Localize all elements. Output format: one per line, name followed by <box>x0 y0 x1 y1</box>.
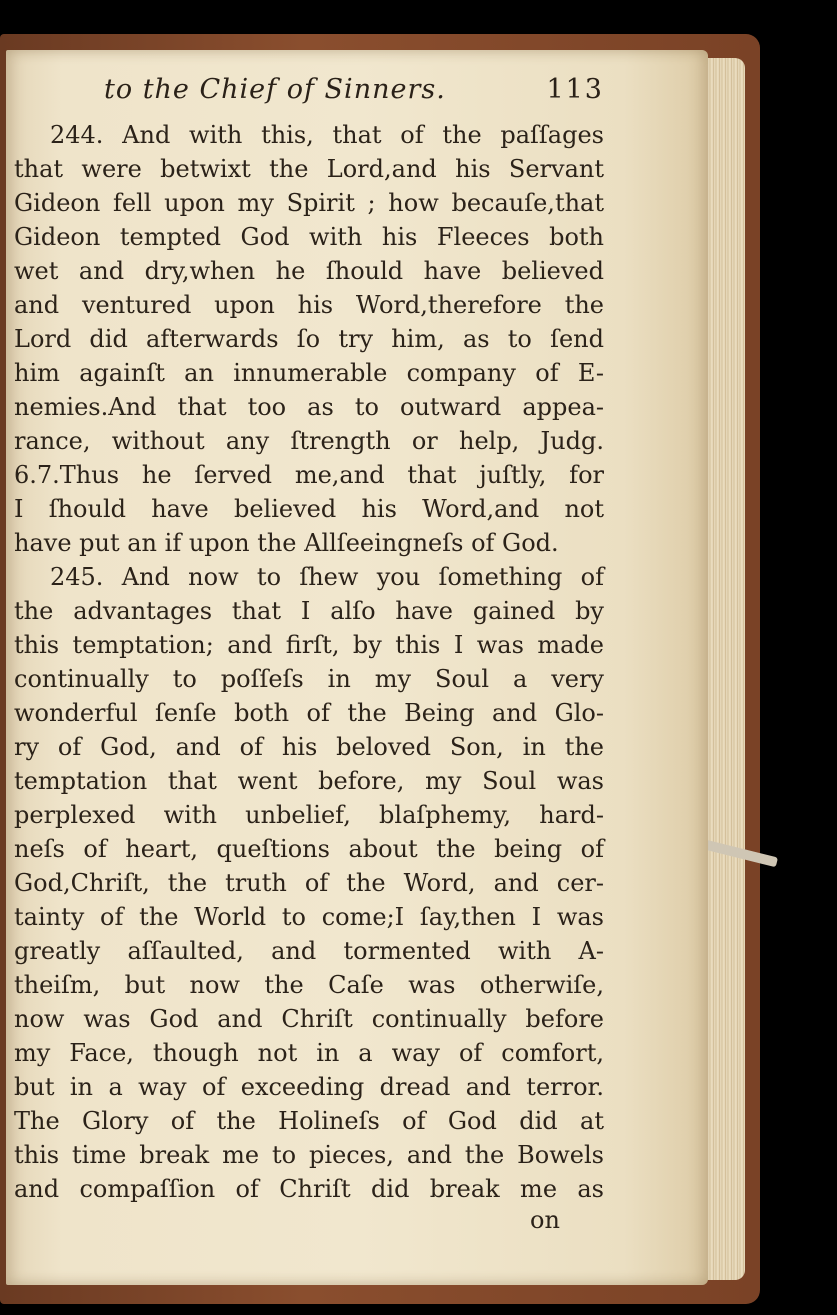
text-line: that were betwixt the Lord,and his Servant <box>14 155 604 183</box>
text-line: have put an if upon the Allſeeingneſs of God. <box>14 529 559 557</box>
text-line: theiſm, but now the Caſe was otherwiſe, <box>14 971 604 999</box>
text-line: wonderful ſenſe both of the Being and Glo- <box>14 699 604 727</box>
text-line: and compaſſion of Chriſt did break me as <box>14 1175 604 1203</box>
text-line: ry of God, and of his beloved Son, in the <box>14 733 604 761</box>
text-line: now was God and Chriſt continually before <box>14 1005 604 1033</box>
text-line: temptation that went before, my Soul was <box>14 767 604 795</box>
page-number: 113 <box>546 74 604 105</box>
text-line: nemies.And that too as to outward appea- <box>14 393 604 421</box>
text-line: him againſt an innumerable company of E- <box>14 359 604 387</box>
text-line: this temptation; and firſt, by this I was made <box>14 631 604 659</box>
text-line: rance, without any ſtrength or help, Judg. <box>14 427 604 455</box>
page-header <box>104 74 604 118</box>
body-text <box>14 118 604 1206</box>
text-line: 245. And now to ſhew you ſomething of <box>50 563 604 591</box>
text-line: God,Chriſt, the truth of the Word, and cer- <box>14 869 604 897</box>
text-line: this time break me to pieces, and the Bowels <box>14 1141 604 1169</box>
text-line: and ventured upon his Word,therefore the <box>14 291 604 319</box>
text-line: neſs of heart, queſtions about the being of <box>14 835 604 863</box>
text-line: but in a way of exceeding dread and terror. <box>14 1073 604 1101</box>
text-line: wet and dry,when he ſhould have believed <box>14 257 604 285</box>
text-line: 6.7.Thus he ſerved me,and that juſtly, for <box>14 461 604 489</box>
text-line: I ſhould have believed his Word,and not <box>14 495 604 523</box>
text-line: the advantages that I alſo have gained by <box>14 597 604 625</box>
text-line: perplexed with unbelief, blaſphemy, hard- <box>14 801 604 829</box>
text-line: my Face, though not in a way of comfort, <box>14 1039 604 1067</box>
text-line: greatly aſſaulted, and tormented with A- <box>14 937 604 965</box>
text-line: 244. And with this, that of the paſſages <box>50 121 604 149</box>
text-line: Gideon tempted God with his Fleeces both <box>14 223 604 251</box>
running-head: to the Chief of Sinners. <box>104 74 446 105</box>
catchword: on <box>530 1206 560 1234</box>
text-line: tainty of the World to come;I ſay,then I was <box>14 903 604 931</box>
text-line: The Glory of the Holineſs of God did at <box>14 1107 604 1135</box>
text-line: Gideon fell upon my Spirit ; how becauſe,that <box>14 189 604 217</box>
text-line: Lord did afterwards ſo try him, as to ſend <box>14 325 604 353</box>
text-line: continually to poſſeſs in my Soul a very <box>14 665 604 693</box>
